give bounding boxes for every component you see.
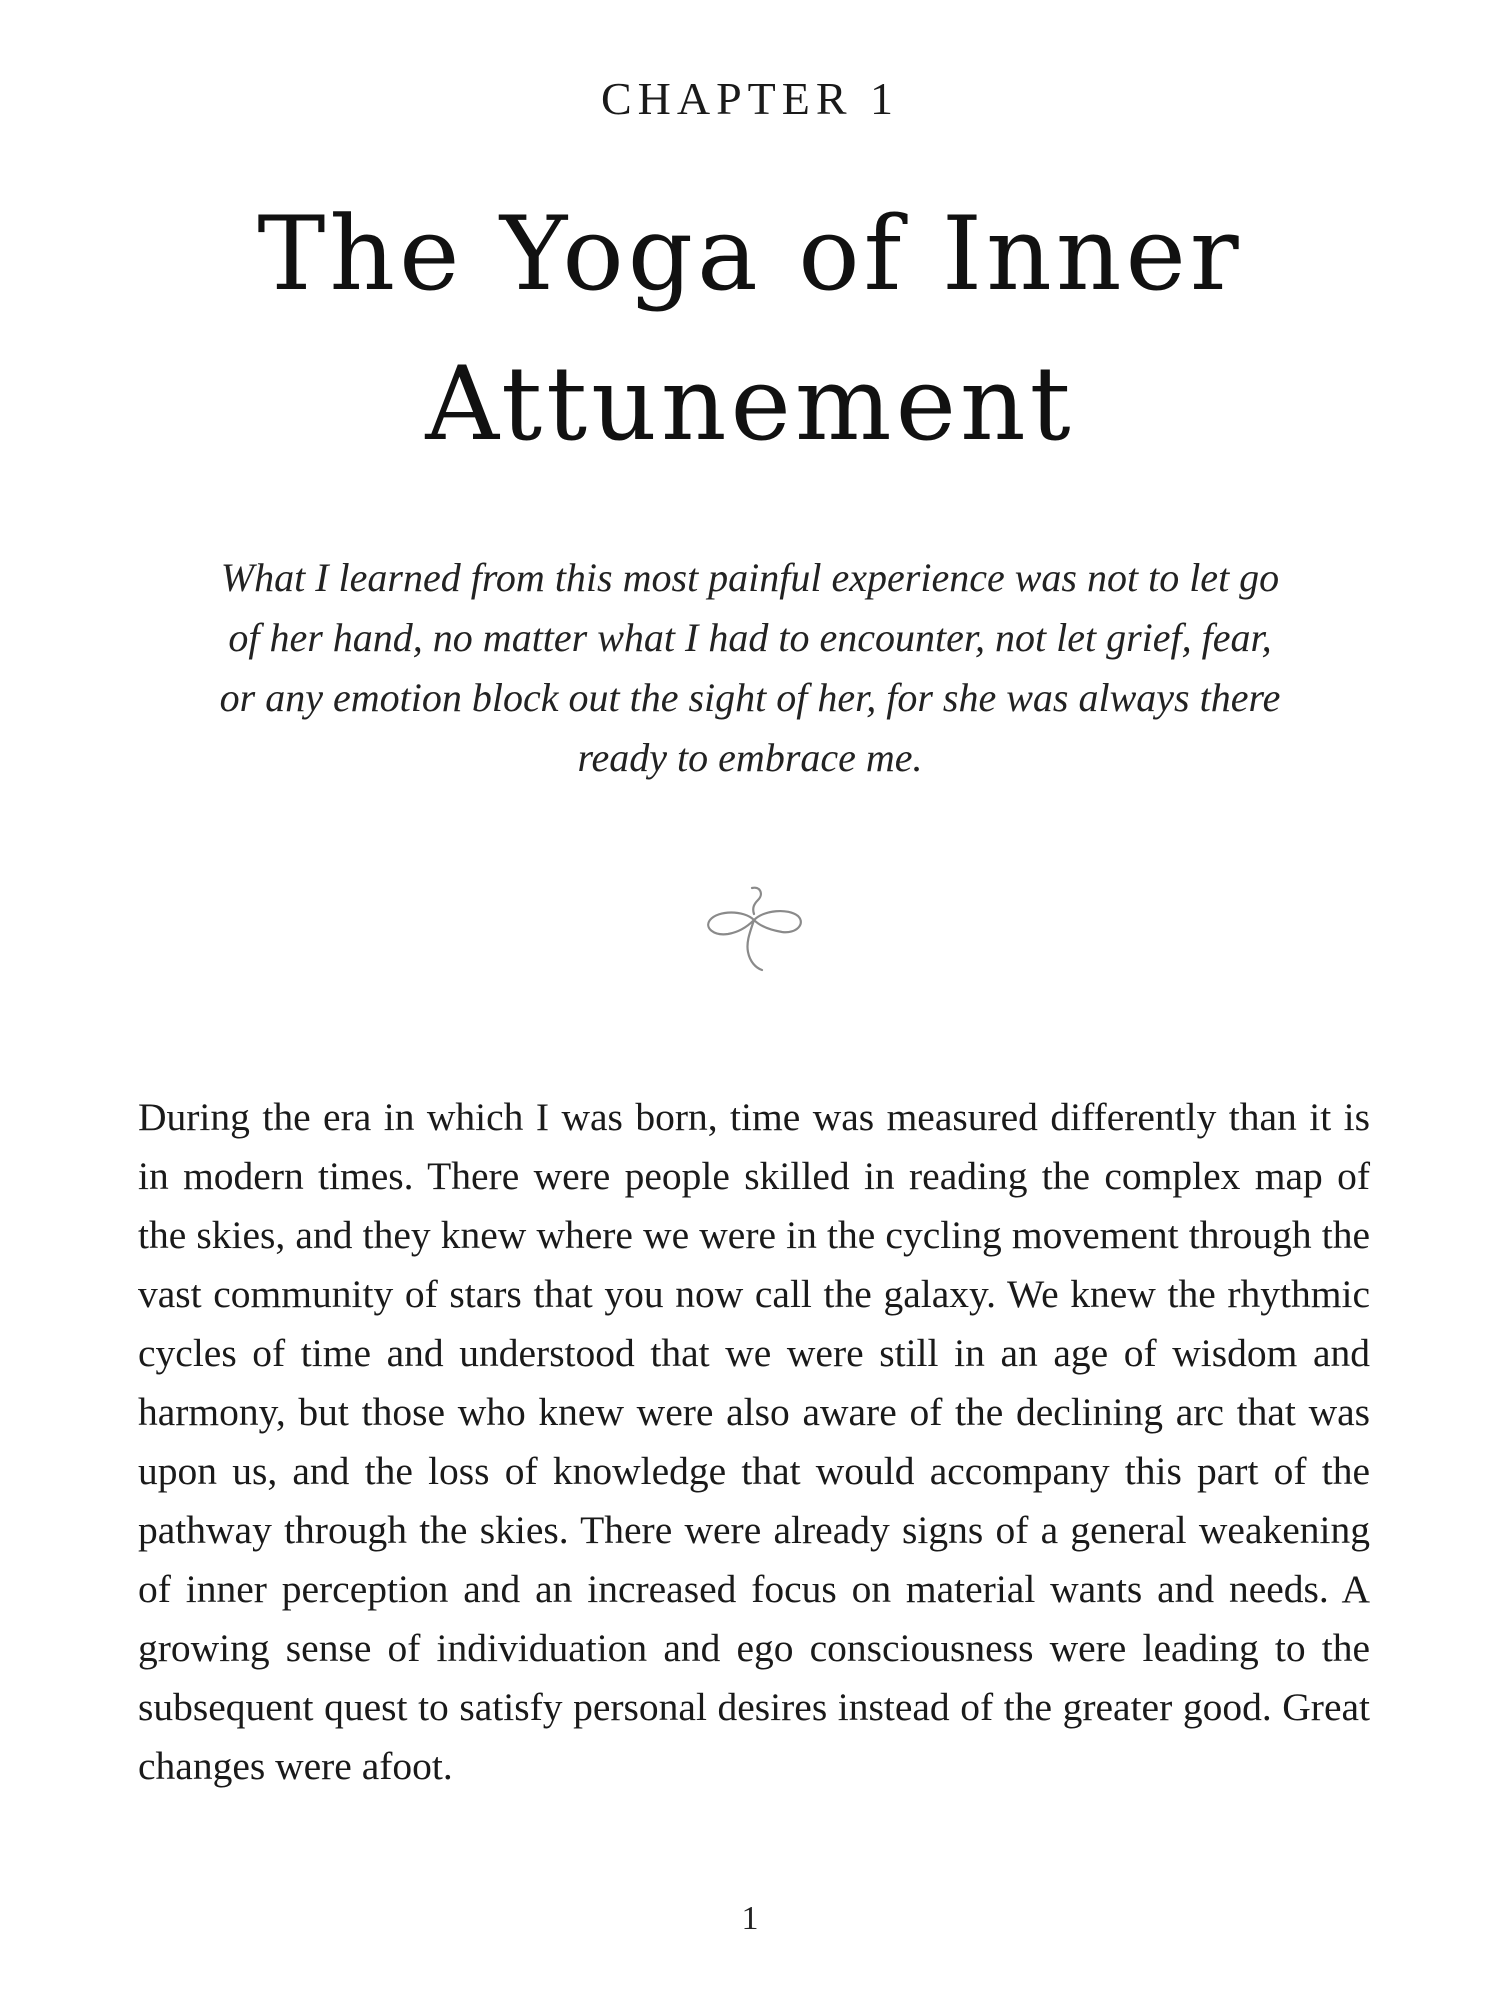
chapter-label: CHAPTER 1 <box>600 73 900 124</box>
body-paragraph: During the era in which I was born, time was measured differently than it is in modern times. There were people skilled in reading the complex map of the skies, and they knew where we were in the cycling movement through the vast community of stars that you now call the galaxy. We knew the rhythmic cycles of time and understood that we were still in an age of wisdom and harmony, but those who knew were also aware of the declining arc that was upon us, and the loss of knowledge that would accompany this part of the pathway through the skies. There were already signs of a general weakening of inner perception and an increased focus on material wants and needs. A growing sense of individuation and ego consciousness were leading to the subsequent quest to satisfy personal desires instead of the greater good. Great changes were afoot. <box>138 1095 1370 1788</box>
epigraph <box>210 548 1290 788</box>
page-number: 1 <box>741 1900 759 1937</box>
chapter-title-line-2: Attunement <box>425 345 1075 464</box>
epigraph-text: What I learned from this most painful experience was not to let go of her hand, no matter what I had to encounter, not let grief, fear, or any emotion block out the sight of her, for she was always there ready to embrace me. <box>219 555 1281 780</box>
chapter-title <box>200 180 1300 480</box>
chapter-title-line-1: The Yoga of Inner <box>257 195 1243 314</box>
flourish-ornament-icon <box>700 880 810 1000</box>
